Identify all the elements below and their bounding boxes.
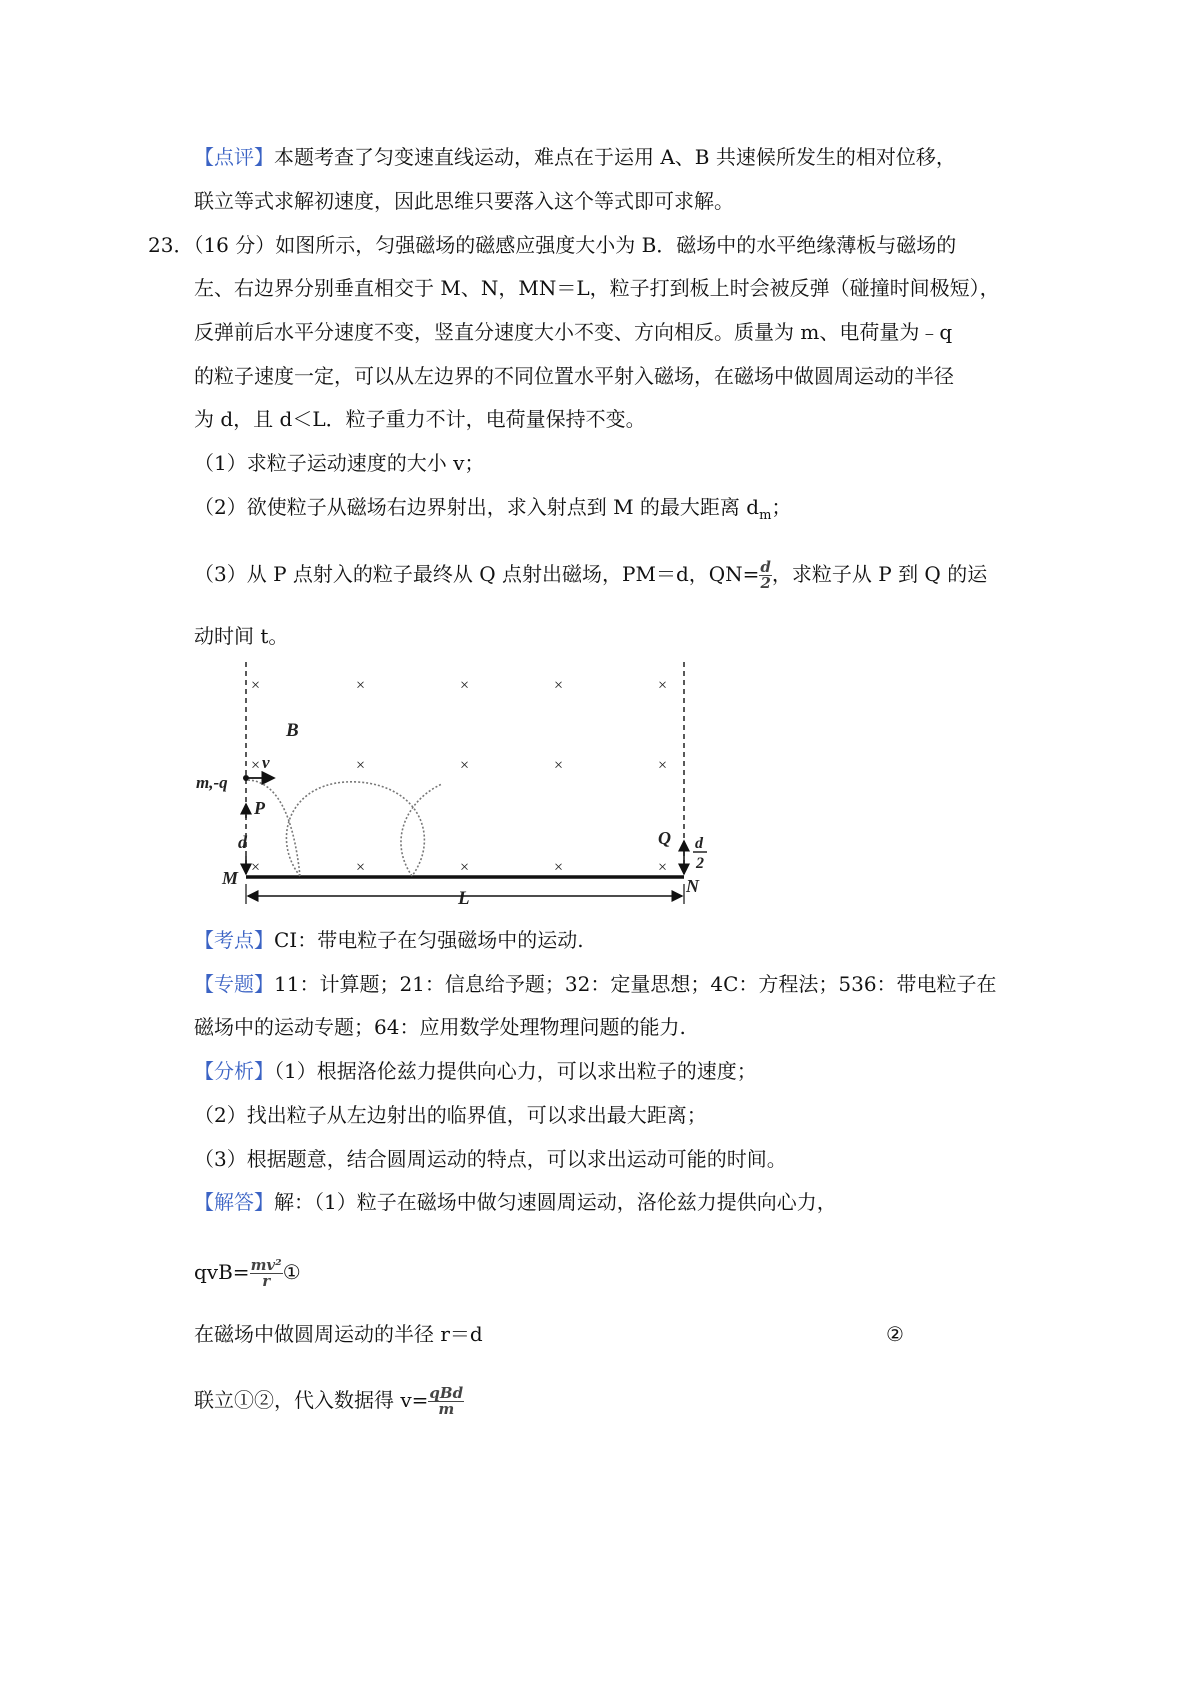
- equation-1-num: mv²: [250, 1256, 282, 1274]
- zhuanti-line-2: 磁场中的运动专题；64：应用数学处理物理问题的能力.: [194, 1015, 686, 1039]
- equation-1-mark: ①: [282, 1260, 301, 1284]
- question-1: （1）求粒子运动速度的大小 v；: [194, 451, 485, 475]
- label-v: v: [262, 753, 270, 772]
- qn-fraction-num: d: [760, 558, 771, 576]
- equation-2-mark: ②: [886, 1322, 904, 1346]
- question-3: [194, 560, 987, 591]
- field-mark: ×: [554, 859, 564, 876]
- equation-3-lhs: 联立①②，代入数据得 v=: [194, 1388, 429, 1412]
- equation-1: [194, 1258, 301, 1289]
- field-mark: ×: [356, 859, 366, 876]
- zhuanti-line-1: [194, 970, 997, 998]
- field-marks: [251, 677, 667, 876]
- field-mark: ×: [356, 677, 366, 694]
- field-mark: ×: [251, 757, 261, 774]
- fenxi-line-1: [194, 1057, 757, 1085]
- field-mark: ×: [251, 859, 261, 876]
- label-d: d: [238, 832, 247, 852]
- equation-1-lhs: qvB=: [194, 1260, 250, 1284]
- kaodian-line: [194, 926, 584, 954]
- label-M: M: [222, 868, 239, 888]
- review-tag: 【点评】: [194, 145, 274, 169]
- question-3-continued: 动时间 t。: [194, 624, 289, 648]
- jieda-tag: 【解答】: [194, 1190, 274, 1214]
- qn-fraction: [759, 560, 772, 591]
- field-mark: ×: [460, 859, 470, 876]
- equation-3: [194, 1386, 464, 1417]
- review-text-1: 本题考查了匀变速直线运动，难点在于运用 A、B 共速候所发生的相对位移，: [274, 145, 956, 169]
- field-mark: ×: [460, 677, 470, 694]
- equation-3-den: m: [438, 1400, 455, 1418]
- label-d-over-2-num: d: [695, 835, 703, 852]
- review-line-1: [194, 143, 956, 171]
- problem-line-2: 左、右边界分别垂直相交于 M、N，MN＝L，粒子打到板上时会被反弹（碰撞时间极短），: [194, 276, 1000, 300]
- magnetic-field-diagram: [190, 658, 730, 918]
- label-L: L: [458, 888, 470, 909]
- field-mark: ×: [356, 757, 366, 774]
- label-d-over-2-den: 2: [696, 855, 704, 872]
- review-line-2: 联立等式求解初速度，因此思维只要落入这个等式即可求解。: [194, 189, 734, 213]
- label-B: B: [286, 720, 299, 741]
- kaodian-tag: 【考点】: [194, 928, 274, 952]
- problem-line-1: 23．（16 分）如图所示，匀强磁场的磁感应强度大小为 B．磁场中的水平绝缘薄板与磁场的: [148, 233, 957, 257]
- equation-3-num: qBd: [429, 1384, 464, 1402]
- field-mark: ×: [554, 677, 564, 694]
- zhuanti-text-1: 11：计算题；21：信息给予题；32：定量思想；4C：方程法；536：带电粒子在: [274, 972, 997, 996]
- field-mark: ×: [554, 757, 564, 774]
- label-Q: Q: [658, 828, 671, 848]
- qn-fraction-den: 2: [760, 574, 771, 592]
- label-N: N: [686, 876, 699, 896]
- problem-line-5: 为 d，且 d＜L．粒子重力不计，电荷量保持不变。: [194, 407, 646, 431]
- trajectory-arc-2: [401, 784, 442, 876]
- equation-2: 在磁场中做圆周运动的半径 r＝d: [194, 1322, 483, 1346]
- equation-1-fraction: [250, 1258, 283, 1289]
- fenxi-line-3: （3）根据题意，结合圆周运动的特点，可以求出运动可能的时间。: [194, 1147, 787, 1171]
- label-m-q: m,-q: [196, 773, 228, 792]
- field-mark: ×: [658, 757, 668, 774]
- fenxi-text-1: （1）根据洛伦兹力提供向心力，可以求出粒子的速度；: [274, 1059, 757, 1083]
- question-3-text-b: ，求粒子从 P 到 Q 的运: [771, 562, 988, 586]
- fenxi-tag: 【分析】: [194, 1059, 274, 1083]
- question-2: [194, 493, 791, 530]
- equation-3-fraction: [428, 1386, 464, 1417]
- field-mark: ×: [460, 757, 470, 774]
- question-2-end: ；: [771, 495, 792, 519]
- equation-1-den: r: [262, 1272, 271, 1290]
- field-mark: ×: [251, 677, 261, 694]
- field-mark: ×: [658, 677, 668, 694]
- problem-line-3: 反弹前后水平分速度不变，竖直分速度大小不变、方向相反。质量为 m、电荷量为﹣q: [194, 320, 953, 344]
- kaodian-text: CI：带电粒子在匀强磁场中的运动.: [274, 928, 584, 952]
- label-P: P: [254, 798, 265, 818]
- jieda-line-1: [194, 1188, 837, 1216]
- question-3-text-a: （3）从 P 点射入的粒子最终从 Q 点射出磁场，PM＝d，QN=: [194, 562, 760, 586]
- zhuanti-tag: 【专题】: [194, 972, 274, 996]
- question-2-subscript: m: [759, 508, 772, 523]
- jieda-text-1: 解：（1）粒子在磁场中做匀速圆周运动，洛伦兹力提供向心力，: [274, 1190, 837, 1214]
- field-mark: ×: [658, 859, 668, 876]
- problem-line-4: 的粒子速度一定，可以从左边界的不同位置水平射入磁场，在磁场中做圆周运动的半径: [194, 364, 954, 388]
- question-2-text: （2）欲使粒子从磁场右边界射出，求入射点到 M 的最大距离 d: [194, 495, 760, 519]
- fenxi-line-2: （2）找出粒子从左边射出的临界值，可以求出最大距离；: [194, 1103, 707, 1127]
